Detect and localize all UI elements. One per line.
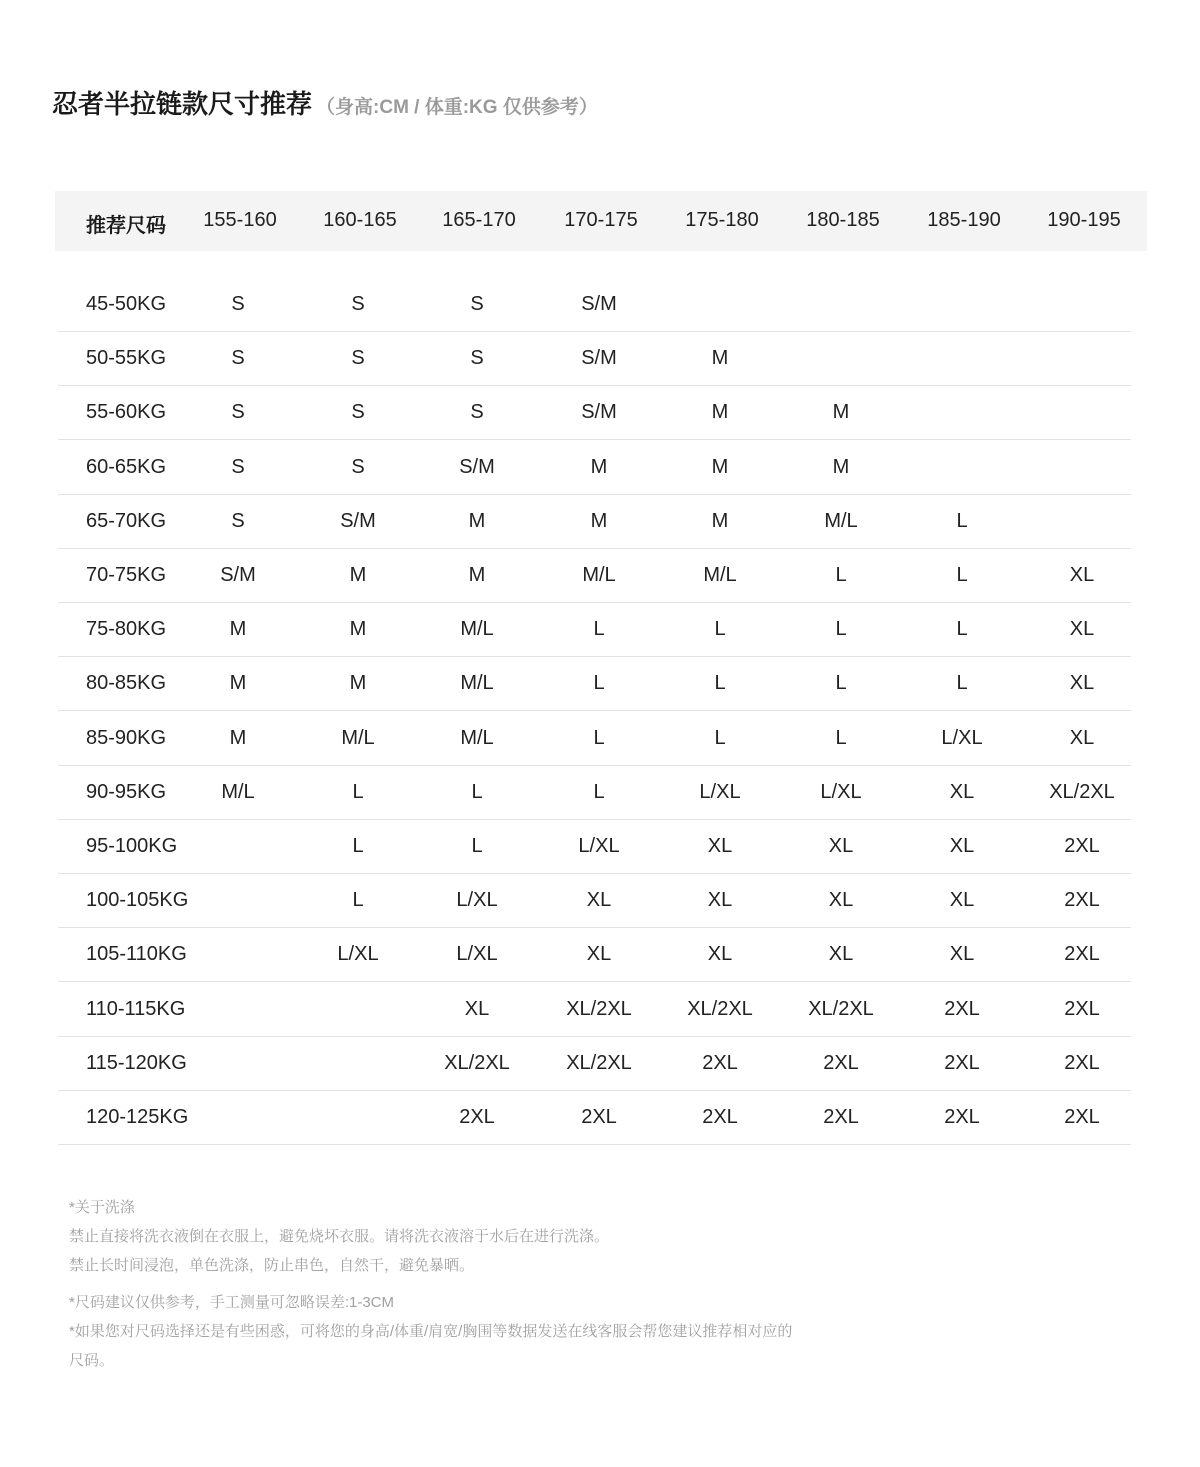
title-subtitle: （身高:CM / 体重:KG 仅供参考） — [316, 97, 598, 118]
note-line: 禁止直接将洗衣液倒在衣服上，避免烧坏衣服。请将洗衣液溶于水后在进行洗涤。 — [69, 1228, 610, 1245]
size-cell: L/XL — [337, 943, 379, 966]
size-cell: L/XL — [820, 780, 862, 803]
size-cell: M — [711, 455, 729, 478]
title-main: 忍者半拉链款尺寸推荐 — [52, 89, 313, 119]
size-cell: 2XL — [702, 1051, 738, 1074]
size-cell: L — [956, 509, 968, 532]
height-column-header: 175-180 — [685, 209, 759, 231]
size-cell: S — [231, 401, 245, 424]
row-divider — [58, 873, 1131, 874]
size-cell: M — [711, 401, 729, 424]
size-cell: 2XL — [1064, 889, 1100, 912]
size-cell: M/L — [221, 780, 255, 803]
size-cell: XL/2XL — [1049, 780, 1115, 803]
row-divider — [58, 981, 1131, 982]
size-cell: M/L — [824, 509, 858, 532]
row-divider — [58, 1036, 1131, 1037]
row-divider — [58, 710, 1131, 711]
row-divider — [58, 385, 1131, 386]
size-cell: S/M — [459, 455, 495, 478]
row-divider — [58, 494, 1131, 495]
note-line: *关于洗涤 — [69, 1199, 135, 1216]
size-cell: XL — [707, 889, 733, 912]
weight-row-label: 110-115KG — [86, 997, 186, 1020]
size-cell: XL — [586, 943, 612, 966]
size-cell: XL — [586, 889, 612, 912]
size-cell: M — [229, 672, 247, 695]
size-cell: L — [714, 618, 726, 641]
size-cell: 2XL — [459, 1106, 495, 1128]
weight-row-label: 60-65KG — [86, 455, 167, 478]
size-cell: L/XL — [456, 889, 498, 912]
row-divider — [58, 1090, 1131, 1091]
size-cell: XL/2XL — [566, 1051, 632, 1074]
note-line: 尺码。 — [69, 1352, 115, 1369]
size-cell: L — [956, 672, 968, 695]
size-cell: XL — [1069, 672, 1095, 695]
row-divider — [58, 927, 1131, 928]
size-cell: S/M — [340, 509, 376, 532]
weight-row-label: 45-50KG — [86, 293, 167, 315]
size-cell: 2XL — [1064, 997, 1100, 1020]
weight-row-label: 70-75KG — [86, 564, 167, 586]
size-cell: L — [593, 672, 605, 695]
size-cell: 2XL — [1064, 1051, 1100, 1074]
size-cell: XL — [828, 943, 854, 966]
size-cell: 2XL — [1064, 1106, 1100, 1128]
size-cell: M/L — [460, 672, 494, 695]
size-cell: M — [229, 618, 247, 641]
size-cell: L — [835, 672, 847, 695]
weight-row-label: 95-100KG — [86, 835, 178, 857]
weight-row-label: 105-110KG — [86, 943, 187, 966]
size-cell: XL — [464, 997, 490, 1020]
size-cell: XL — [949, 780, 975, 803]
size-cell: S — [231, 347, 245, 370]
size-cell: M — [349, 672, 367, 695]
weight-row-label: 65-70KG — [86, 509, 167, 532]
row-divider — [58, 1144, 1131, 1145]
height-column-header: 170-175 — [564, 209, 638, 231]
size-cell: S/M — [581, 347, 617, 370]
size-cell: XL — [1069, 564, 1095, 586]
size-cell: L/XL — [941, 726, 983, 749]
size-cell: M/L — [703, 564, 737, 586]
size-cell: M — [590, 455, 608, 478]
size-cell: XL — [707, 835, 733, 857]
row-divider — [58, 331, 1131, 332]
size-cell: L — [593, 618, 605, 641]
size-cell: L — [593, 780, 605, 803]
size-cell: M — [229, 726, 247, 749]
size-cell: XL/2XL — [808, 997, 874, 1020]
note-line: *尺码建议仅供参考，手工测量可忽略误差:1-3CM — [69, 1294, 395, 1311]
size-cell: S — [470, 401, 484, 424]
weight-row-label: 75-80KG — [86, 618, 167, 641]
size-cell: XL — [949, 889, 975, 912]
size-cell: L — [714, 726, 726, 749]
height-column-header: 160-165 — [323, 209, 397, 231]
size-cell: L — [835, 726, 847, 749]
weight-row-label: 120-125KG — [86, 1106, 189, 1128]
size-cell: L — [593, 726, 605, 749]
size-cell: S — [351, 401, 365, 424]
note-line: *如果您对尺码选择还是有些困惑，可将您的身高/体重/肩宽/胸围等数据发送在线客服会帮您建议推荐相对应的 — [69, 1323, 793, 1340]
size-cell: XL — [1069, 726, 1095, 749]
size-cell: M — [468, 564, 486, 586]
size-cell: L/XL — [699, 780, 741, 803]
size-cell: XL — [949, 835, 975, 857]
size-cell: XL — [949, 943, 975, 966]
size-cell: L — [352, 889, 364, 912]
size-cell: M — [349, 564, 367, 586]
page-title — [52, 84, 598, 121]
size-cell: L — [956, 564, 968, 586]
note-line: 禁止长时间浸泡，单色洗涤，防止串色，自然干，避免暴晒。 — [69, 1257, 475, 1274]
size-cell: XL — [828, 889, 854, 912]
size-cell: 2XL — [823, 1051, 859, 1074]
height-column-header: 185-190 — [927, 209, 1001, 231]
size-cell: M/L — [460, 618, 494, 641]
size-cell: M — [349, 618, 367, 641]
size-cell: 2XL — [944, 1051, 980, 1074]
size-cell: M — [832, 401, 850, 424]
size-cell: M — [711, 509, 729, 532]
size-cell: 2XL — [1064, 943, 1100, 966]
weight-row-label: 90-95KG — [86, 780, 167, 803]
height-column-header: 190-195 — [1047, 209, 1121, 231]
size-cell: L — [352, 780, 364, 803]
size-cell: S/M — [220, 564, 256, 586]
row-divider — [58, 548, 1131, 549]
size-cell: L — [956, 618, 968, 641]
size-cell: M — [711, 347, 729, 370]
size-cell: 2XL — [944, 997, 980, 1020]
height-column-header: 165-170 — [442, 209, 516, 231]
size-cell: XL/2XL — [444, 1051, 510, 1074]
size-cell: S/M — [581, 401, 617, 424]
weight-row-label: 100-105KG — [86, 889, 189, 912]
weight-row-label: 85-90KG — [86, 726, 167, 749]
size-cell: S — [231, 455, 245, 478]
corner-label: 推荐尺码 — [86, 215, 166, 237]
size-cell: 2XL — [823, 1106, 859, 1128]
size-cell: M/L — [460, 726, 494, 749]
row-divider — [58, 602, 1131, 603]
size-cell: 2XL — [944, 1106, 980, 1128]
size-cell: M/L — [341, 726, 375, 749]
size-cell: M — [832, 455, 850, 478]
size-cell: S — [351, 347, 365, 370]
size-cell: S — [231, 293, 245, 315]
size-cell: L — [714, 672, 726, 695]
weight-row-label: 55-60KG — [86, 401, 167, 424]
size-cell: XL/2XL — [687, 997, 753, 1020]
size-cell: XL — [828, 835, 854, 857]
height-column-header: 180-185 — [806, 209, 880, 231]
size-cell: M — [590, 509, 608, 532]
size-cell: 2XL — [581, 1106, 617, 1128]
row-divider — [58, 819, 1131, 820]
weight-row-label: 80-85KG — [86, 672, 167, 695]
size-cell: 2XL — [1064, 835, 1100, 857]
size-cell: 2XL — [702, 1106, 738, 1128]
row-divider — [58, 765, 1131, 766]
size-cell: XL — [1069, 618, 1095, 641]
size-cell: L — [352, 835, 364, 857]
size-cell: S — [231, 509, 245, 532]
size-cell: L — [471, 780, 483, 803]
size-cell: L/XL — [578, 835, 620, 857]
size-cell: L — [471, 835, 483, 857]
row-divider — [58, 439, 1131, 440]
size-cell: M — [468, 509, 486, 532]
row-divider — [58, 656, 1131, 657]
size-cell: M/L — [582, 564, 616, 586]
size-cell: XL/2XL — [566, 997, 632, 1020]
height-column-header: 155-160 — [203, 209, 277, 231]
size-cell: S/M — [581, 293, 617, 315]
size-cell: L — [835, 564, 847, 586]
size-cell: L/XL — [456, 943, 498, 966]
size-cell: S — [470, 293, 484, 315]
size-cell: S — [351, 455, 365, 478]
size-cell: S — [351, 293, 365, 315]
weight-row-label: 50-55KG — [86, 347, 167, 370]
size-cell: S — [470, 347, 484, 370]
size-cell: XL — [707, 943, 733, 966]
size-cell: L — [835, 618, 847, 641]
weight-row-label: 115-120KG — [86, 1051, 187, 1074]
